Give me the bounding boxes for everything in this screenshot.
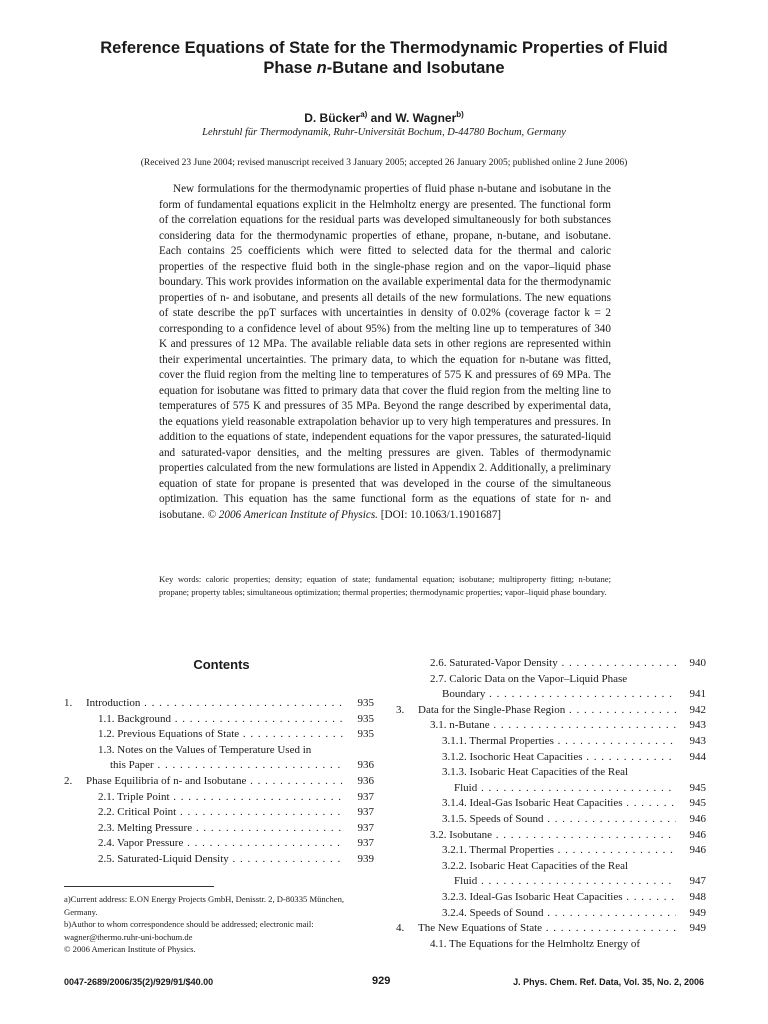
footnote-copyright: © 2006 American Institute of Physics. xyxy=(64,944,196,954)
toc-entry xyxy=(396,750,706,766)
received-dates: (Received 23 June 2004; revised manuscript received 3 January 2005; accepted 26 January 2005; published online 2 June 2006) xyxy=(140,158,628,168)
toc-entry-page: 937 xyxy=(357,806,374,819)
toc-entry xyxy=(396,718,706,734)
toc-entry xyxy=(396,859,706,875)
abstract-copyright: © 2006 American Institute of Physics. xyxy=(207,508,378,521)
toc-entry-page: 940 xyxy=(689,657,706,669)
toc-entry-label: 2.6. Saturated-Vapor Density . . . xyxy=(418,656,676,672)
author-1: D. Bücker xyxy=(304,111,361,125)
toc-entry-number: 1. xyxy=(64,697,73,709)
toc-entry xyxy=(64,758,374,774)
toc-entry xyxy=(64,727,374,743)
abstract-paragraph xyxy=(159,182,611,523)
journal-citation: J. Phys. Chem. Ref. Data, Vol. 35, No. 2, 2006 xyxy=(513,977,704,987)
abstract xyxy=(159,182,611,523)
toc-entry-label: Fluid . . . xyxy=(418,781,676,797)
toc-entry-label: Fluid . . . xyxy=(418,874,676,890)
toc-entry-label: 3.1.2. Isochoric Heat Capacities . . . xyxy=(418,750,676,766)
toc-entry-label: this Paper . . . xyxy=(86,758,344,774)
toc-entry-label: 3.1. n-Butane . . . xyxy=(418,718,676,734)
toc-entry-page: 944 xyxy=(689,750,706,763)
toc-entry-page: 946 xyxy=(689,812,706,825)
paper-title xyxy=(60,38,708,78)
toc-entry xyxy=(396,734,706,750)
toc-entry-label: 3.2.3. Ideal-Gas Isobaric Heat Capacities . . . xyxy=(418,890,676,906)
toc-entry-number: 3. xyxy=(396,703,405,716)
authors xyxy=(60,110,708,125)
toc-entry xyxy=(64,805,374,821)
toc-entry-page: 942 xyxy=(689,703,706,716)
toc-entry-label: 2.1. Triple Point . . . xyxy=(86,790,344,806)
toc-entry xyxy=(64,852,374,868)
toc-entry-label: 2.3. Melting Pressure . . . xyxy=(86,821,344,837)
toc-entry xyxy=(396,828,706,844)
footnote-a: a)Current address: E.ON Energy Projects GmbH, Denisstr. 2, D-80335 München, Germany. xyxy=(64,894,345,917)
toc-entry xyxy=(396,781,706,797)
toc-entry-label: 3.1.5. Speeds of Sound . . . xyxy=(418,812,676,828)
title-line-2-post: -Butane and Isobutane xyxy=(326,59,505,77)
toc-entry-page: 936 xyxy=(357,774,374,787)
toc-entry-label: Data for the Single-Phase Region . . . xyxy=(418,703,676,719)
toc-entry-label: 3.1.4. Ideal-Gas Isobaric Heat Capacities . . . xyxy=(418,796,676,812)
toc-entry xyxy=(396,874,706,890)
toc-entry xyxy=(396,703,706,719)
toc-entry-label: 3.1.1. Thermal Properties . . . xyxy=(418,734,676,750)
toc-entry-number: 2. xyxy=(64,774,73,787)
toc-entry-page: 937 xyxy=(357,821,374,834)
toc-entry-label: 2.5. Saturated-Liquid Density . . . xyxy=(86,852,344,868)
toc-entry-page: 941 xyxy=(689,688,706,701)
toc-entry-label: 3.1.3. Isobaric Heat Capacities of the Real xyxy=(442,766,629,779)
footer-issn: 0047-2689/2006/35(2)/929/91/$40.00 xyxy=(64,977,214,987)
toc-entry-page: 936 xyxy=(357,759,374,772)
abstract-doi: [DOI: 10.1063/1.1901687] xyxy=(380,508,502,521)
toc-entry xyxy=(64,712,374,728)
toc-entry-label: 2.7. Caloric Data on the Vapor–Liquid Phase xyxy=(430,672,628,685)
toc-entry-page: 946 xyxy=(689,828,706,841)
toc-entry-label: 2.2. Critical Point . . . xyxy=(86,805,344,821)
toc-entry-label: Boundary . . . xyxy=(418,687,676,703)
toc-entry xyxy=(396,937,706,953)
footnote-rule xyxy=(64,886,214,887)
toc-entry xyxy=(64,743,374,759)
title-line-1: Reference Equations of State for the Thermodynamic Properties of Fluid xyxy=(100,39,668,57)
toc-entry-label: 1.3. Notes on the Values of Temperature Used in xyxy=(98,743,312,756)
toc-entry-label: 1.1. Background . . . xyxy=(86,712,344,728)
toc-entry-label: 3.2.1. Thermal Properties . . . xyxy=(418,843,676,859)
toc-entry-page: 937 xyxy=(357,837,374,850)
toc-entry xyxy=(396,921,706,937)
toc-entry-page: 937 xyxy=(357,790,374,803)
toc-entry-page: 945 xyxy=(689,797,706,810)
title-line-2 xyxy=(60,58,708,78)
toc-entry xyxy=(64,696,374,712)
toc-entry-label: 1.2. Previous Equations of State . . . xyxy=(86,727,344,743)
toc-entry-label: The New Equations of State . . . xyxy=(418,921,676,937)
toc-entry-page: 948 xyxy=(689,890,706,903)
toc-entry xyxy=(396,796,706,812)
toc-entry-page: 943 xyxy=(689,719,706,732)
toc-entry xyxy=(64,836,374,852)
toc-entry-label: Phase Equilibria of n- and Isobutane . . . xyxy=(86,774,344,790)
toc-right-column xyxy=(396,656,706,952)
author-1-mark: a) xyxy=(360,110,368,119)
abstract-text: New formulations for the thermodynamic properties of fluid phase n-butane and isobutane in the form of fundamental equations explicit in the Helmholtz energy are presented. The functional form of the correlation equations for the residual parts was developed simultaneously for both substances considering data for the thermodynamic properties of ethane, propane, n-butane, and isobutane. Each contains 25 coefficients which were fitted to selected data for the thermal and caloric properties of the respective fluid both in the single-phase region and on the vapor–liquid phase boundary. This work provides information on the available experimental data for the thermodynamic properties of n- and isobutane, and presents all details of the new formulations. The new equations of state describe the pρT surfaces with uncertainties in density of 0.02% (coverage factor k = 2 corresponding to a confidence level of about 95%) from the melting line up to temperatures of 340 K and pressures of 12 MPa. The available reliable data sets in other regions are represented within their experimental uncertainties. The primary data, to which the equation for n-butane was fitted, cover the fluid region from the melting line to temperatures of 575 K and pressures of 69 MPa. The equation for isobutane was fitted to primary data that cover the fluid region from the melting line to temperatures of 575 K and pressures of 35 MPa. Beyond the range described by experimental data, the equations yield reasonable extrapolation behavior up to very high temperatures and pressures. In addition to the equations of state, independent equations for the vapor pressures, the saturated-liquid and saturated-vapor densities, and the melting pressures are given. Tables of thermodynamic properties calculated from the new formulations are listed in Appendix 2. Additionally, a preliminary equation of state for propane is presented that was developed in the course of the simultaneous optimization. This equation has the same functional form as the equations of state for n- and isobutane. xyxy=(159,183,611,521)
keywords: Key words: caloric properties; density; equation of state; fundamental equation; isobutane; multiproperty fitting; n-butane; propane; property tables; simultaneous optimization; thermal properties; thermodynamic properties; vapor–liquid phase boundary. xyxy=(159,574,611,597)
toc-entry xyxy=(64,821,374,837)
toc-entry xyxy=(396,672,706,688)
toc-entry-page: 949 xyxy=(689,906,706,919)
toc-entry-label: 3.2.2. Isobaric Heat Capacities of the Real xyxy=(442,859,629,872)
title-line-2-pre: Phase xyxy=(263,59,317,77)
toc-entry-label: 2.4. Vapor Pressure . . . xyxy=(86,836,344,852)
footnotes xyxy=(64,893,376,956)
toc-entry-page: 946 xyxy=(689,844,706,857)
toc-entry-number: 4. xyxy=(396,922,405,935)
toc-entry-page: 945 xyxy=(689,781,706,794)
page-number: 929 xyxy=(372,975,391,987)
toc-entry xyxy=(64,790,374,806)
toc-entry-page: 939 xyxy=(357,852,374,865)
toc-entry xyxy=(396,687,706,703)
toc-entry-label: 3.2. Isobutane . . . xyxy=(418,828,676,844)
toc-entry-page: 935 xyxy=(357,712,374,725)
toc-entry xyxy=(396,765,706,781)
toc-entry xyxy=(396,656,706,672)
toc-entry xyxy=(396,843,706,859)
title-line-2-italic: n xyxy=(316,59,327,77)
contents-heading: Contents xyxy=(193,657,250,672)
toc-entry xyxy=(396,890,706,906)
toc-entry-label: 4.1. The Equations for the Helmholtz Energy of xyxy=(430,937,641,950)
author-2-mark: b) xyxy=(456,110,464,119)
author-2: and W. Wagner xyxy=(367,111,457,125)
toc-entry xyxy=(396,906,706,922)
toc-left-column xyxy=(64,696,374,868)
footnote-b: b)Author to whom correspondence should be addressed; electronic mail: wagner@thermo.ruhr-uni-bochum.de xyxy=(64,919,314,942)
toc-entry-page: 949 xyxy=(689,922,706,935)
toc-entry-page: 943 xyxy=(689,734,706,747)
toc-entry xyxy=(396,812,706,828)
toc-entry-label: Introduction . . . xyxy=(86,696,344,712)
toc-entry-page: 947 xyxy=(689,875,706,888)
toc-entry xyxy=(64,774,374,790)
affiliation: Lehrstuhl für Thermodynamik, Ruhr-Universität Bochum, D-44780 Bochum, Germany xyxy=(202,127,566,138)
toc-entry-label: 3.2.4. Speeds of Sound . . . xyxy=(418,906,676,922)
toc-entry-page: 935 xyxy=(357,728,374,741)
toc-entry-page: 935 xyxy=(357,697,374,709)
